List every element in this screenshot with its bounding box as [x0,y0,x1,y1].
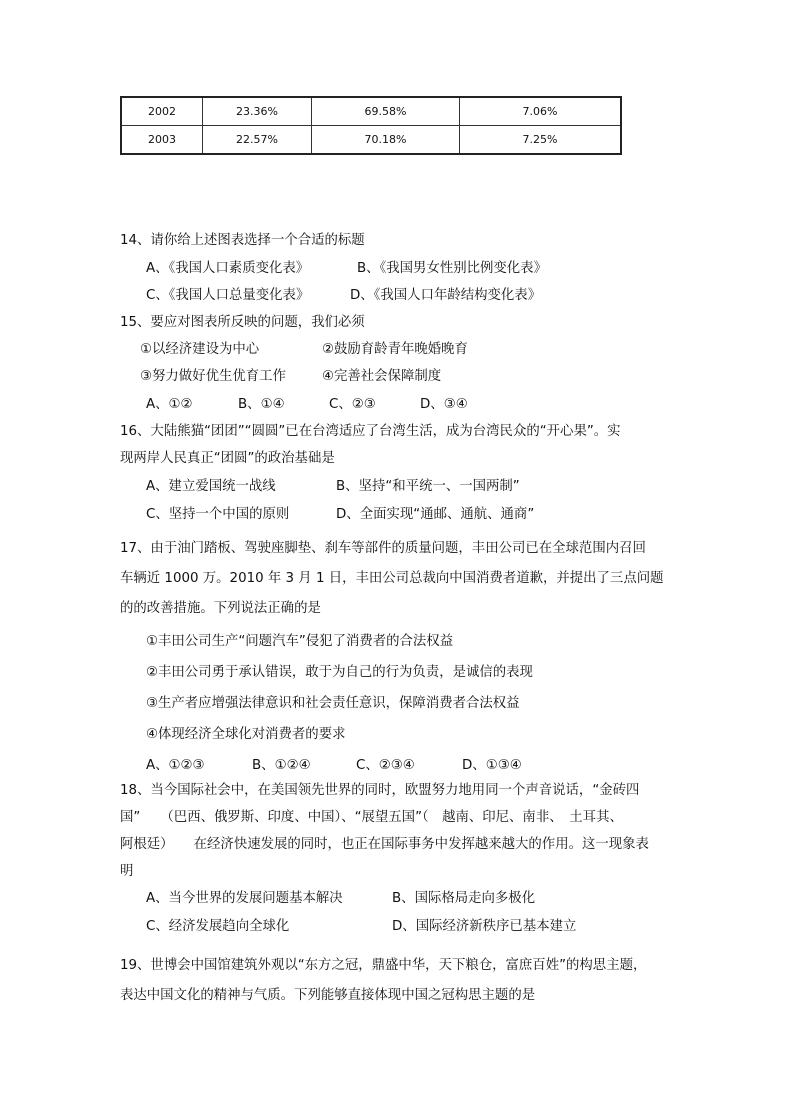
question-16-option-c: C、坚持一个中国的原则 [146,507,290,522]
table-cell: 2002 [121,97,203,126]
question-17-stem-line-3: 的的改善措施。下列说法正确的是 [120,601,321,616]
question-16-stem-line-2: 现两岸人民真正“团圆”的政治基础是 [120,451,335,466]
question-17-statement-3: ③生产者应增强法律意识和社会责任意识，保障消费者合法权益 [146,696,520,711]
question-17-option-c: C、②③④ [356,758,415,773]
question-14-option-d: D、《我国人口年龄结构变化表》 [350,288,542,303]
question-14-option-b: B、《我国男女性别比例变化表》 [357,261,547,276]
question-18-option-c: C、经济发展趋向全球化 [146,919,290,934]
question-15-option-d: D、③④ [420,397,468,412]
question-15-statement-3: ③努力做好优生优育工作 [140,369,286,384]
question-14-stem: 14、请你给上述图表选择一个合适的标题 [120,233,365,248]
table-cell: 70.18% [312,126,460,155]
question-18-stem-line-1: 18、当今国际社会中，在美国领先世界的同时，欧盟努力地用同一个声音说话，“金砖四 [120,783,640,798]
question-16-option-d: D、全面实现“通邮、通航、通商” [336,507,535,522]
question-14-option-c: C、《我国人口总量变化表》 [146,288,310,303]
table-cell: 22.57% [203,126,312,155]
question-17-statement-4: ④体现经济全球化对消费者的要求 [146,727,346,742]
question-18-option-b: B、国际格局走向多极化 [392,891,536,906]
question-19-stem-line-1: 19、世博会中国馆建筑外观以“东方之冠，鼎盛中华，天下粮仓，富庶百姓”的构思主题， [120,958,647,973]
table-cell: 7.06% [460,97,622,126]
question-17-option-d: D、①③④ [462,758,522,773]
question-15-option-b: B、①④ [238,397,285,412]
table-cell: 69.58% [312,97,460,126]
question-17-option-a: A、①②③ [146,758,205,773]
question-15-statement-2: ②鼓励育龄青年晚婚晚育 [322,342,468,357]
question-18-option-d: D、国际经济新秩序已基本建立 [392,919,577,934]
question-15-option-a: A、①② [146,397,193,412]
table-row [121,126,621,155]
question-15-stem: 15、要应对图表所反映的问题，我们必须 [120,315,365,330]
table-cell: 23.36% [203,97,312,126]
question-17-option-b: B、①②④ [252,758,311,773]
question-18-stem-line-3: 阿根廷） 在经济快速发展的同时，也正在国际事务中发挥越来越大的作用。这一现象表 [120,837,649,852]
question-18-stem-line-4: 明 [120,864,134,879]
question-15-option-c: C、②③ [329,397,376,412]
table-row [121,97,621,126]
question-16-option-b: B、坚持“和平统一、一国两制” [336,479,520,494]
question-18-stem-line-2: 国” （巴西、俄罗斯、印度、中国）、“展望五国”（ 越南、印尼、南非、 土耳其、 [120,810,623,825]
question-16-option-a: A、建立爱国统一战线 [146,479,276,494]
question-19-stem-line-2: 表达中国文化的精神与气质。下列能够直接体现中国之冠构思主题的是 [120,988,536,1003]
question-17-statement-1: ①丰田公司生产“问题汽车”侵犯了消费者的合法权益 [146,634,454,649]
question-16-stem-line-1: 16、大陆熊猫“团团”“圆圆”已在台湾适应了台湾生活，成为台湾民众的“开心果”。实 [120,424,621,439]
question-14-option-a: A、《我国人口素质变化表》 [146,261,310,276]
question-15-statement-4: ④完善社会保障制度 [322,369,442,384]
question-18-option-a: A、当今世界的发展问题基本解决 [146,891,343,906]
question-15-statement-1: ①以经济建设为中心 [140,342,260,357]
question-17-statement-2: ②丰田公司勇于承认错误，敢于为自己的行为负责，是诚信的表现 [146,665,533,680]
question-17-stem-line-1: 17、由于油门踏板、驾驶座脚垫、刹车等部件的质量问题，丰田公司已在全球范围内召回 [120,541,646,556]
table-cell: 2003 [121,126,203,155]
population-table [120,96,622,155]
question-17-stem-line-2: 车辆近 1000 万。2010 年 3 月 1 日，丰田公司总裁向中国消费者道歉，并提出了三点问题 [120,571,664,586]
table-cell: 7.25% [460,126,622,155]
